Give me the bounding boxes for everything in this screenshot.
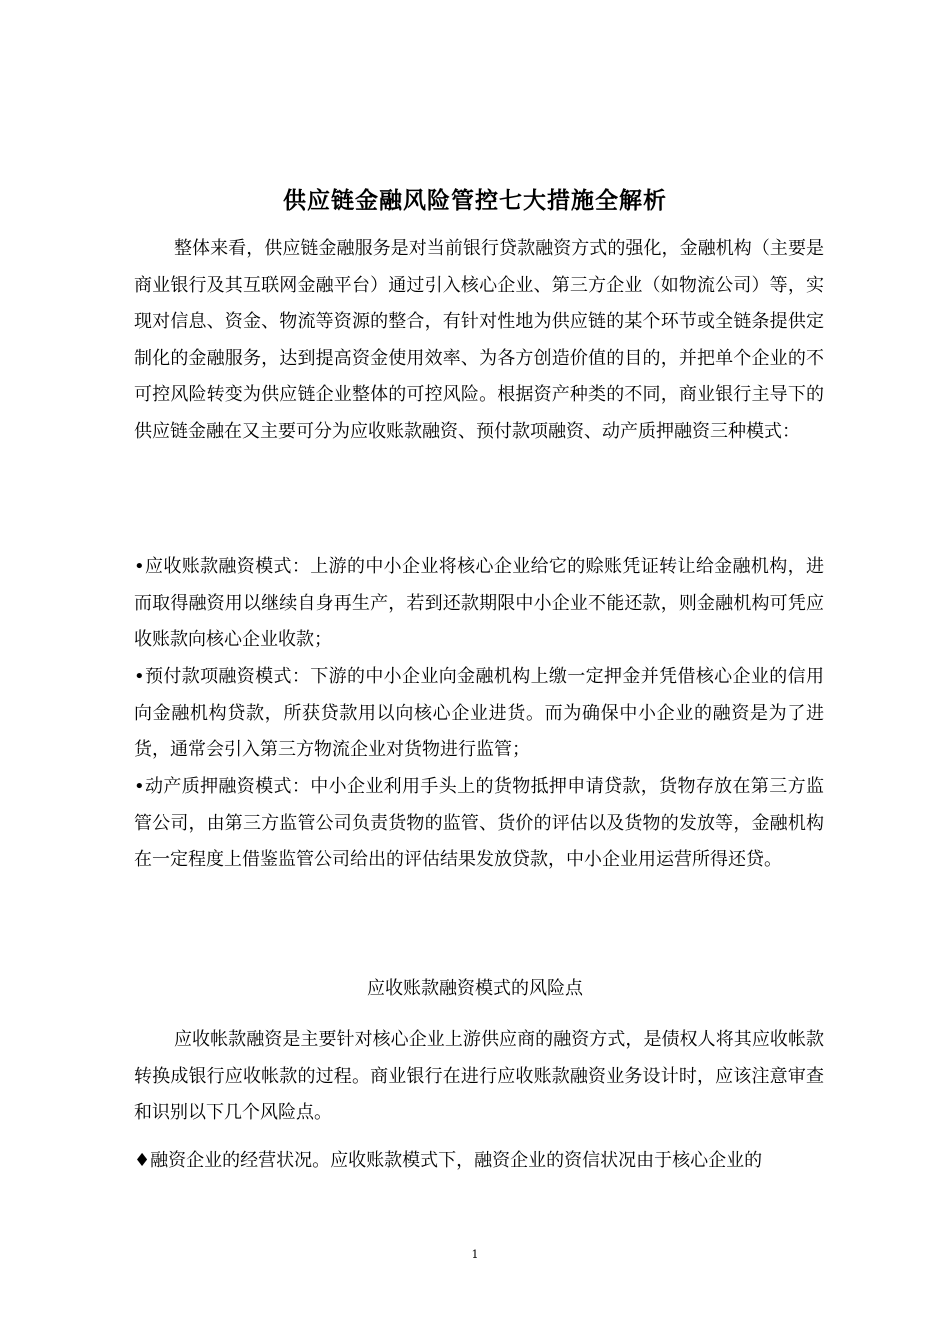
intro-paragraph: 整体来看，供应链金融服务是对当前银行贷款融资方式的强化，金融机构（主要是商业银行及其互联网金融平台）通过引入核心企业、第三方企业（如物流公司）等，实现对信息、资金、物流等资源的整合，有针对性地为供应链的某个环节或全链条提供定制化的金融服务，达到提高资金使用效率、为各方创造价值的目的，并把单个企业的不可控风险转变为供应链企业整体的可控风险。根据资产种类的不同，商业银行主导下的供应链金融在又主要可分为应收账款融资、预付款项融资、动产质押融资三种模式： <box>134 238 824 442</box>
risk-point-paragraph: ♦融资企业的经营状况。应收账款模式下，融资企业的资信状况由于核心企业的 <box>134 1150 763 1171</box>
bullet-receivables-financing: •应收账款融资模式：上游的中小企业将核心企业给它的赊账凭证转让给金融机构，进而取得融资用以继续自身再生产，若到还款期限中小企业不能还款，则金融机构可凭应收账款向核心企业收款； <box>134 556 824 650</box>
document-title: 供应链金融风险管控七大措施全解析 <box>283 188 667 215</box>
bullet-movable-pledge-financing: •动产质押融资模式：中小企业利用手头上的货物抵押申请贷款，货物存放在第三方监管公司，由第三方监管公司负责货物的监管、货价的评估以及货物的发放等，金融机构在一定程度上借鉴监管公司给出的评估结果发放贷款，中小企业用运营所得还贷。 <box>134 776 824 870</box>
section-heading: 应收账款融资模式的风险点 <box>367 978 583 999</box>
section-intro-paragraph: 应收帐款融资是主要针对核心企业上游供应商的融资方式，是债权人将其应收帐款转换成银行应收帐款的过程。商业银行在进行应收账款融资业务设计时，应该注意审查和识别以下几个风险点。 <box>134 1029 824 1123</box>
bullet-prepayment-financing: •预付款项融资模式：下游的中小企业向金融机构上缴一定押金并凭借核心企业的信用向金融机构贷款，所获贷款用以向核心企业进货。而为确保中小企业的融资是为了进货，通常会引入第三方物流企业对货物进行监管； <box>134 666 824 760</box>
page-number: 1 <box>471 1248 479 1261</box>
